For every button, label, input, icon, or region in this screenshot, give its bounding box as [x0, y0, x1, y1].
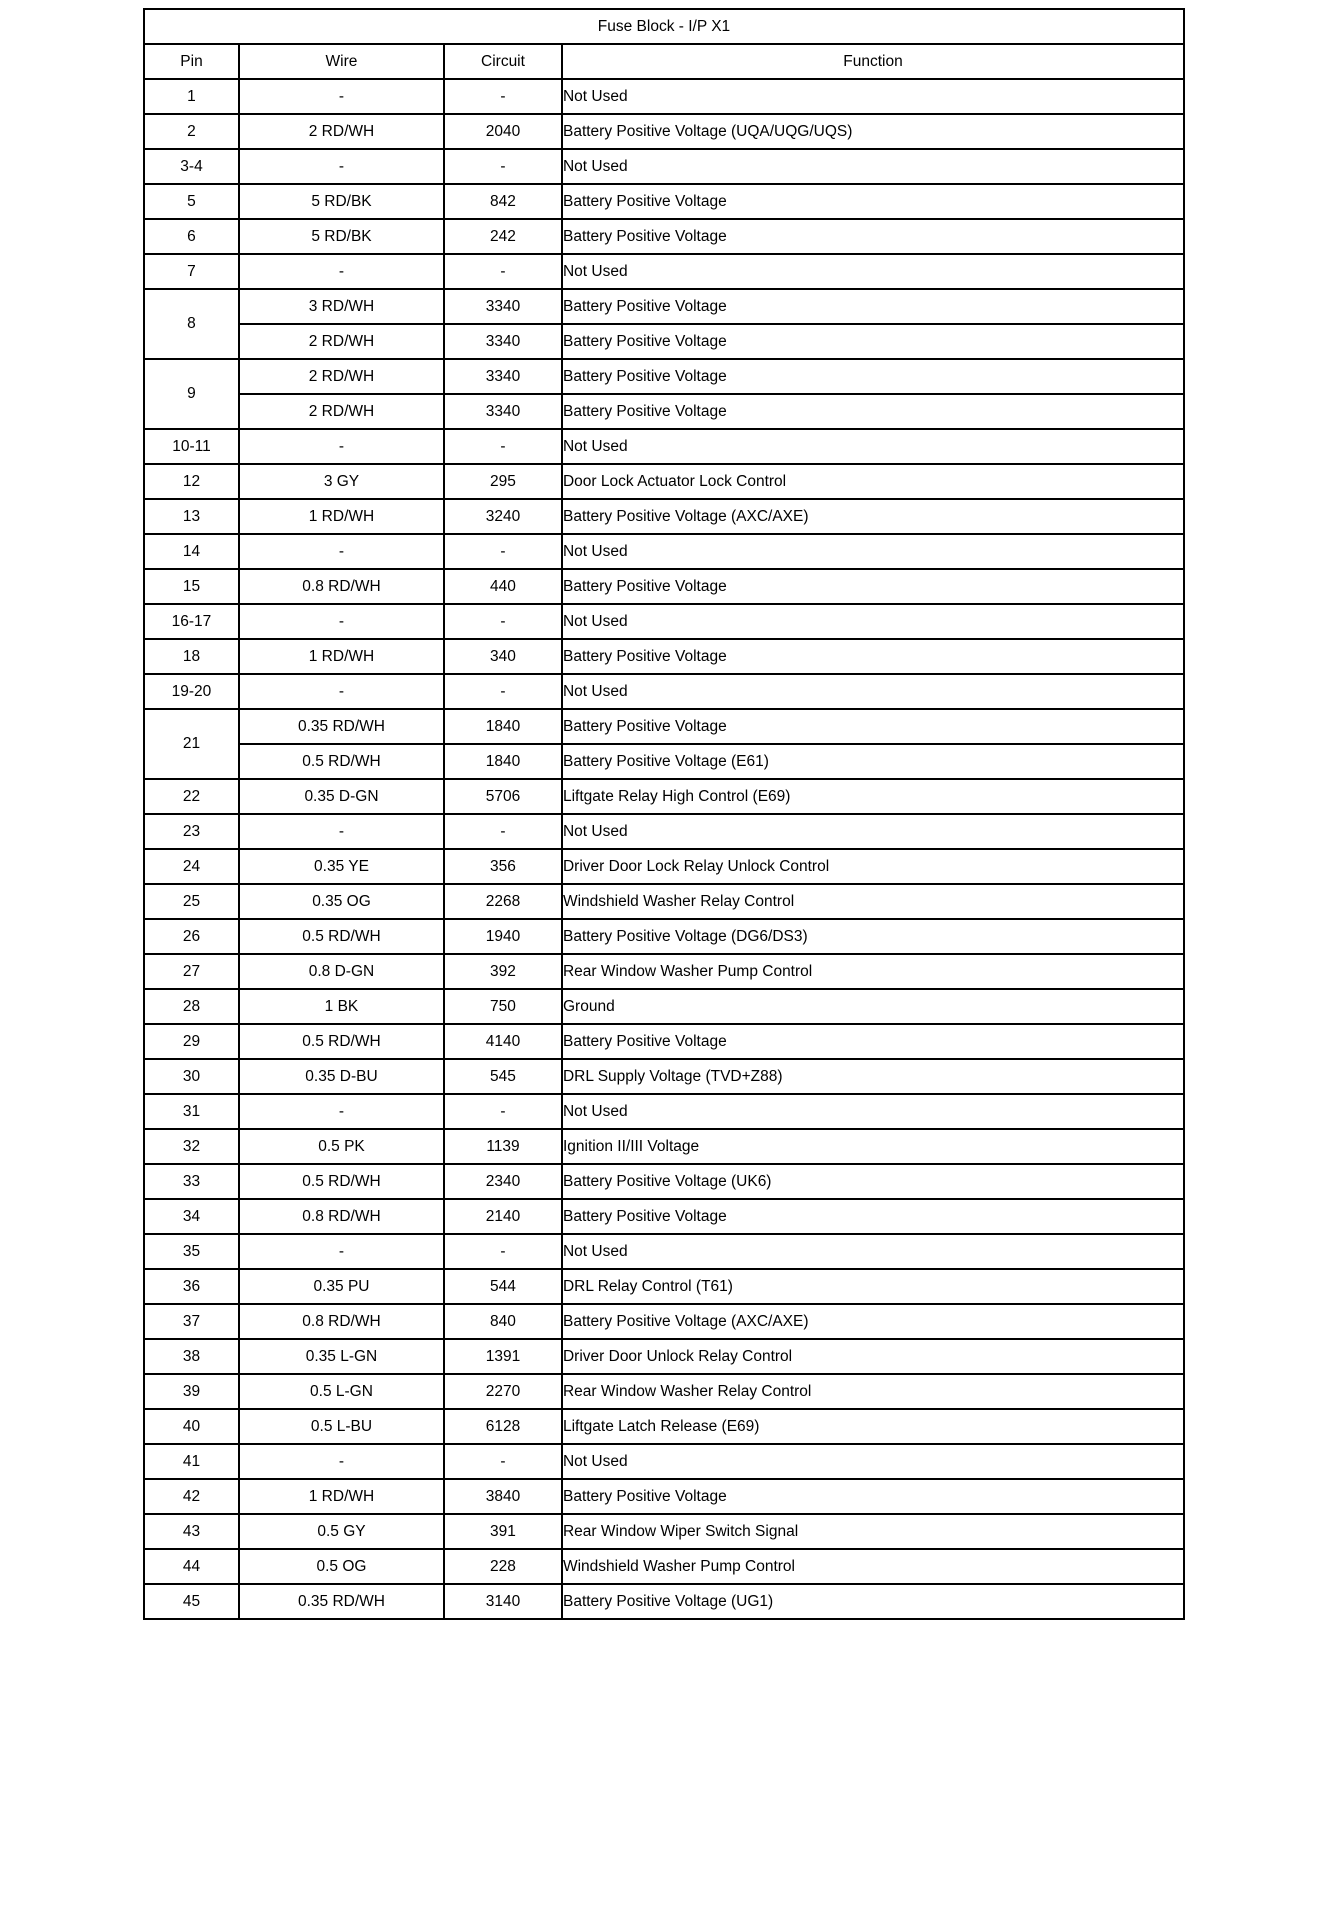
- table-row: [144, 1374, 1184, 1409]
- cell-function: Battery Positive Voltage: [562, 184, 1184, 219]
- table-header-row: [144, 44, 1184, 79]
- cell-function: Not Used: [562, 149, 1184, 184]
- table-row: [144, 744, 1184, 779]
- cell-function: DRL Relay Control (T61): [562, 1269, 1184, 1304]
- cell-circuit: 356: [444, 849, 562, 884]
- cell-function: Battery Positive Voltage: [562, 1479, 1184, 1514]
- cell-function: Battery Positive Voltage: [562, 1199, 1184, 1234]
- cell-function: Battery Positive Voltage: [562, 359, 1184, 394]
- cell-circuit: 2140: [444, 1199, 562, 1234]
- cell-pin: 24: [144, 849, 239, 884]
- cell-circuit: -: [444, 814, 562, 849]
- cell-function: Windshield Washer Relay Control: [562, 884, 1184, 919]
- table-row: [144, 779, 1184, 814]
- cell-function: Not Used: [562, 1094, 1184, 1129]
- cell-wire: 0.8 D-GN: [239, 954, 444, 989]
- cell-pin: 30: [144, 1059, 239, 1094]
- cell-function: Not Used: [562, 254, 1184, 289]
- cell-circuit: 228: [444, 1549, 562, 1584]
- table-row: [144, 359, 1184, 394]
- cell-pin: 25: [144, 884, 239, 919]
- cell-pin: 37: [144, 1304, 239, 1339]
- cell-function: Battery Positive Voltage: [562, 219, 1184, 254]
- cell-circuit: 1840: [444, 709, 562, 744]
- table-row: [144, 149, 1184, 184]
- cell-circuit: -: [444, 429, 562, 464]
- table-row: [144, 709, 1184, 744]
- table-row: [144, 464, 1184, 499]
- table-row: [144, 1584, 1184, 1619]
- cell-function: Liftgate Latch Release (E69): [562, 1409, 1184, 1444]
- cell-wire: 0.35 OG: [239, 884, 444, 919]
- cell-pin: 10-11: [144, 429, 239, 464]
- cell-circuit: 1940: [444, 919, 562, 954]
- cell-wire: 2 RD/WH: [239, 394, 444, 429]
- table-row: [144, 1234, 1184, 1269]
- cell-circuit: -: [444, 79, 562, 114]
- table-row: [144, 954, 1184, 989]
- column-header-circuit: Circuit: [444, 44, 562, 79]
- cell-pin: 33: [144, 1164, 239, 1199]
- cell-pin: 21: [144, 709, 239, 779]
- cell-function: Battery Positive Voltage: [562, 709, 1184, 744]
- cell-wire: -: [239, 1234, 444, 1269]
- cell-wire: 1 RD/WH: [239, 499, 444, 534]
- cell-circuit: 3340: [444, 394, 562, 429]
- cell-function: Driver Door Unlock Relay Control: [562, 1339, 1184, 1374]
- column-header-pin: Pin: [144, 44, 239, 79]
- cell-wire: 0.5 L-BU: [239, 1409, 444, 1444]
- cell-wire: 0.5 PK: [239, 1129, 444, 1164]
- table-row: [144, 114, 1184, 149]
- cell-pin: 7: [144, 254, 239, 289]
- cell-circuit: -: [444, 1094, 562, 1129]
- cell-circuit: -: [444, 1234, 562, 1269]
- cell-wire: 3 RD/WH: [239, 289, 444, 324]
- cell-wire: -: [239, 674, 444, 709]
- table-row: [144, 1409, 1184, 1444]
- cell-wire: 5 RD/BK: [239, 184, 444, 219]
- cell-circuit: 1840: [444, 744, 562, 779]
- cell-pin: 1: [144, 79, 239, 114]
- cell-circuit: -: [444, 149, 562, 184]
- cell-pin: 5: [144, 184, 239, 219]
- cell-pin: 13: [144, 499, 239, 534]
- cell-function: Rear Window Washer Pump Control: [562, 954, 1184, 989]
- cell-pin: 32: [144, 1129, 239, 1164]
- cell-pin: 16-17: [144, 604, 239, 639]
- cell-wire: 2 RD/WH: [239, 324, 444, 359]
- cell-wire: 0.35 RD/WH: [239, 1584, 444, 1619]
- column-header-function: Function: [562, 44, 1184, 79]
- cell-pin: 22: [144, 779, 239, 814]
- table-body: [144, 9, 1184, 1619]
- cell-wire: 0.5 RD/WH: [239, 919, 444, 954]
- cell-function: Battery Positive Voltage (DG6/DS3): [562, 919, 1184, 954]
- table-row: [144, 429, 1184, 464]
- cell-pin: 6: [144, 219, 239, 254]
- cell-circuit: 242: [444, 219, 562, 254]
- table-row: [144, 884, 1184, 919]
- cell-function: Battery Positive Voltage (AXC/AXE): [562, 1304, 1184, 1339]
- cell-circuit: 750: [444, 989, 562, 1024]
- cell-function: Battery Positive Voltage (E61): [562, 744, 1184, 779]
- cell-circuit: -: [444, 674, 562, 709]
- cell-wire: -: [239, 149, 444, 184]
- cell-wire: 0.5 RD/WH: [239, 1024, 444, 1059]
- cell-function: Not Used: [562, 1234, 1184, 1269]
- cell-function: DRL Supply Voltage (TVD+Z88): [562, 1059, 1184, 1094]
- table-row: [144, 1059, 1184, 1094]
- cell-wire: 0.8 RD/WH: [239, 1199, 444, 1234]
- cell-wire: 0.5 RD/WH: [239, 1164, 444, 1199]
- cell-function: Not Used: [562, 814, 1184, 849]
- cell-wire: 1 BK: [239, 989, 444, 1024]
- cell-function: Battery Positive Voltage: [562, 1024, 1184, 1059]
- table-row: [144, 1549, 1184, 1584]
- table-row: [144, 1304, 1184, 1339]
- table-row: [144, 1129, 1184, 1164]
- cell-wire: 0.35 PU: [239, 1269, 444, 1304]
- cell-circuit: 4140: [444, 1024, 562, 1059]
- cell-function: Not Used: [562, 674, 1184, 709]
- cell-circuit: -: [444, 534, 562, 569]
- cell-pin: 40: [144, 1409, 239, 1444]
- cell-wire: -: [239, 604, 444, 639]
- cell-circuit: -: [444, 1444, 562, 1479]
- cell-circuit: 1391: [444, 1339, 562, 1374]
- cell-pin: 28: [144, 989, 239, 1024]
- cell-function: Not Used: [562, 429, 1184, 464]
- cell-pin: 15: [144, 569, 239, 604]
- cell-pin: 34: [144, 1199, 239, 1234]
- table-row: [144, 324, 1184, 359]
- table-row: [144, 289, 1184, 324]
- table-title: Fuse Block - I/P X1: [144, 9, 1184, 44]
- cell-circuit: 3340: [444, 324, 562, 359]
- cell-wire: 3 GY: [239, 464, 444, 499]
- cell-circuit: 5706: [444, 779, 562, 814]
- cell-circuit: 544: [444, 1269, 562, 1304]
- cell-pin: 2: [144, 114, 239, 149]
- cell-wire: -: [239, 254, 444, 289]
- cell-pin: 3-4: [144, 149, 239, 184]
- cell-wire: 0.35 D-GN: [239, 779, 444, 814]
- cell-pin: 41: [144, 1444, 239, 1479]
- cell-wire: 0.8 RD/WH: [239, 1304, 444, 1339]
- cell-wire: 0.5 GY: [239, 1514, 444, 1549]
- cell-wire: -: [239, 79, 444, 114]
- cell-function: Battery Positive Voltage: [562, 569, 1184, 604]
- table-row: [144, 1339, 1184, 1374]
- cell-pin: 8: [144, 289, 239, 359]
- cell-function: Not Used: [562, 534, 1184, 569]
- table-row: [144, 1479, 1184, 1514]
- table-row: [144, 1514, 1184, 1549]
- table-row: [144, 989, 1184, 1024]
- cell-function: Door Lock Actuator Lock Control: [562, 464, 1184, 499]
- table-row: [144, 1094, 1184, 1129]
- cell-pin: 23: [144, 814, 239, 849]
- cell-function: Battery Positive Voltage (UQA/UQG/UQS): [562, 114, 1184, 149]
- cell-circuit: 6128: [444, 1409, 562, 1444]
- cell-circuit: 2340: [444, 1164, 562, 1199]
- cell-function: Driver Door Lock Relay Unlock Control: [562, 849, 1184, 884]
- cell-function: Battery Positive Voltage: [562, 289, 1184, 324]
- table-row: [144, 604, 1184, 639]
- table-row: [144, 394, 1184, 429]
- cell-function: Battery Positive Voltage (AXC/AXE): [562, 499, 1184, 534]
- cell-pin: 42: [144, 1479, 239, 1514]
- cell-function: Rear Window Washer Relay Control: [562, 1374, 1184, 1409]
- table-row: [144, 1199, 1184, 1234]
- table-title-row: [144, 9, 1184, 44]
- cell-pin: 35: [144, 1234, 239, 1269]
- cell-wire: 0.35 YE: [239, 849, 444, 884]
- table-row: [144, 79, 1184, 114]
- cell-pin: 27: [144, 954, 239, 989]
- cell-pin: 31: [144, 1094, 239, 1129]
- cell-function: Not Used: [562, 79, 1184, 114]
- table-row: [144, 849, 1184, 884]
- cell-circuit: -: [444, 254, 562, 289]
- cell-wire: -: [239, 1094, 444, 1129]
- cell-pin: 38: [144, 1339, 239, 1374]
- cell-pin: 44: [144, 1549, 239, 1584]
- cell-circuit: 440: [444, 569, 562, 604]
- cell-wire: 2 RD/WH: [239, 359, 444, 394]
- table-row: [144, 534, 1184, 569]
- cell-function: Battery Positive Voltage: [562, 324, 1184, 359]
- table-row: [144, 184, 1184, 219]
- cell-pin: 43: [144, 1514, 239, 1549]
- cell-wire: -: [239, 814, 444, 849]
- table-row: [144, 1024, 1184, 1059]
- cell-wire: 5 RD/BK: [239, 219, 444, 254]
- cell-function: Battery Positive Voltage (UK6): [562, 1164, 1184, 1199]
- table-row: [144, 639, 1184, 674]
- cell-wire: 1 RD/WH: [239, 639, 444, 674]
- cell-function: Ground: [562, 989, 1184, 1024]
- cell-function: Battery Positive Voltage: [562, 394, 1184, 429]
- cell-circuit: 3840: [444, 1479, 562, 1514]
- cell-circuit: 3140: [444, 1584, 562, 1619]
- cell-wire: 0.35 RD/WH: [239, 709, 444, 744]
- cell-wire: 0.8 RD/WH: [239, 569, 444, 604]
- cell-function: Battery Positive Voltage: [562, 639, 1184, 674]
- cell-function: Ignition II/III Voltage: [562, 1129, 1184, 1164]
- cell-circuit: 842: [444, 184, 562, 219]
- cell-circuit: 392: [444, 954, 562, 989]
- cell-wire: 0.5 L-GN: [239, 1374, 444, 1409]
- table-row: [144, 1164, 1184, 1199]
- table-row: [144, 674, 1184, 709]
- cell-pin: 19-20: [144, 674, 239, 709]
- cell-pin: 26: [144, 919, 239, 954]
- cell-pin: 18: [144, 639, 239, 674]
- cell-circuit: 391: [444, 1514, 562, 1549]
- column-header-wire: Wire: [239, 44, 444, 79]
- cell-pin: 29: [144, 1024, 239, 1059]
- cell-circuit: 295: [444, 464, 562, 499]
- cell-function: Windshield Washer Pump Control: [562, 1549, 1184, 1584]
- cell-wire: -: [239, 534, 444, 569]
- cell-pin: 39: [144, 1374, 239, 1409]
- cell-function: Not Used: [562, 604, 1184, 639]
- cell-circuit: 840: [444, 1304, 562, 1339]
- table-row: [144, 1269, 1184, 1304]
- cell-circuit: 3340: [444, 289, 562, 324]
- cell-function: Battery Positive Voltage (UG1): [562, 1584, 1184, 1619]
- cell-pin: 12: [144, 464, 239, 499]
- cell-circuit: 545: [444, 1059, 562, 1094]
- table-row: [144, 1444, 1184, 1479]
- cell-circuit: 3240: [444, 499, 562, 534]
- table-row: [144, 219, 1184, 254]
- cell-wire: 2 RD/WH: [239, 114, 444, 149]
- cell-pin: 14: [144, 534, 239, 569]
- table-row: [144, 919, 1184, 954]
- cell-circuit: 3340: [444, 359, 562, 394]
- table-row: [144, 499, 1184, 534]
- table-row: [144, 254, 1184, 289]
- table-row: [144, 569, 1184, 604]
- cell-wire: 0.35 L-GN: [239, 1339, 444, 1374]
- cell-pin: 36: [144, 1269, 239, 1304]
- cell-wire: 1 RD/WH: [239, 1479, 444, 1514]
- cell-wire: 0.35 D-BU: [239, 1059, 444, 1094]
- cell-circuit: 2268: [444, 884, 562, 919]
- cell-function: Rear Window Wiper Switch Signal: [562, 1514, 1184, 1549]
- cell-circuit: 2270: [444, 1374, 562, 1409]
- cell-circuit: 340: [444, 639, 562, 674]
- cell-pin: 45: [144, 1584, 239, 1619]
- table-row: [144, 814, 1184, 849]
- cell-pin: 9: [144, 359, 239, 429]
- cell-function: Liftgate Relay High Control (E69): [562, 779, 1184, 814]
- cell-circuit: 2040: [444, 114, 562, 149]
- cell-circuit: -: [444, 604, 562, 639]
- cell-circuit: 1139: [444, 1129, 562, 1164]
- cell-wire: 0.5 RD/WH: [239, 744, 444, 779]
- cell-function: Not Used: [562, 1444, 1184, 1479]
- cell-wire: -: [239, 429, 444, 464]
- cell-wire: -: [239, 1444, 444, 1479]
- cell-wire: 0.5 OG: [239, 1549, 444, 1584]
- fuse-block-table: [143, 8, 1185, 1620]
